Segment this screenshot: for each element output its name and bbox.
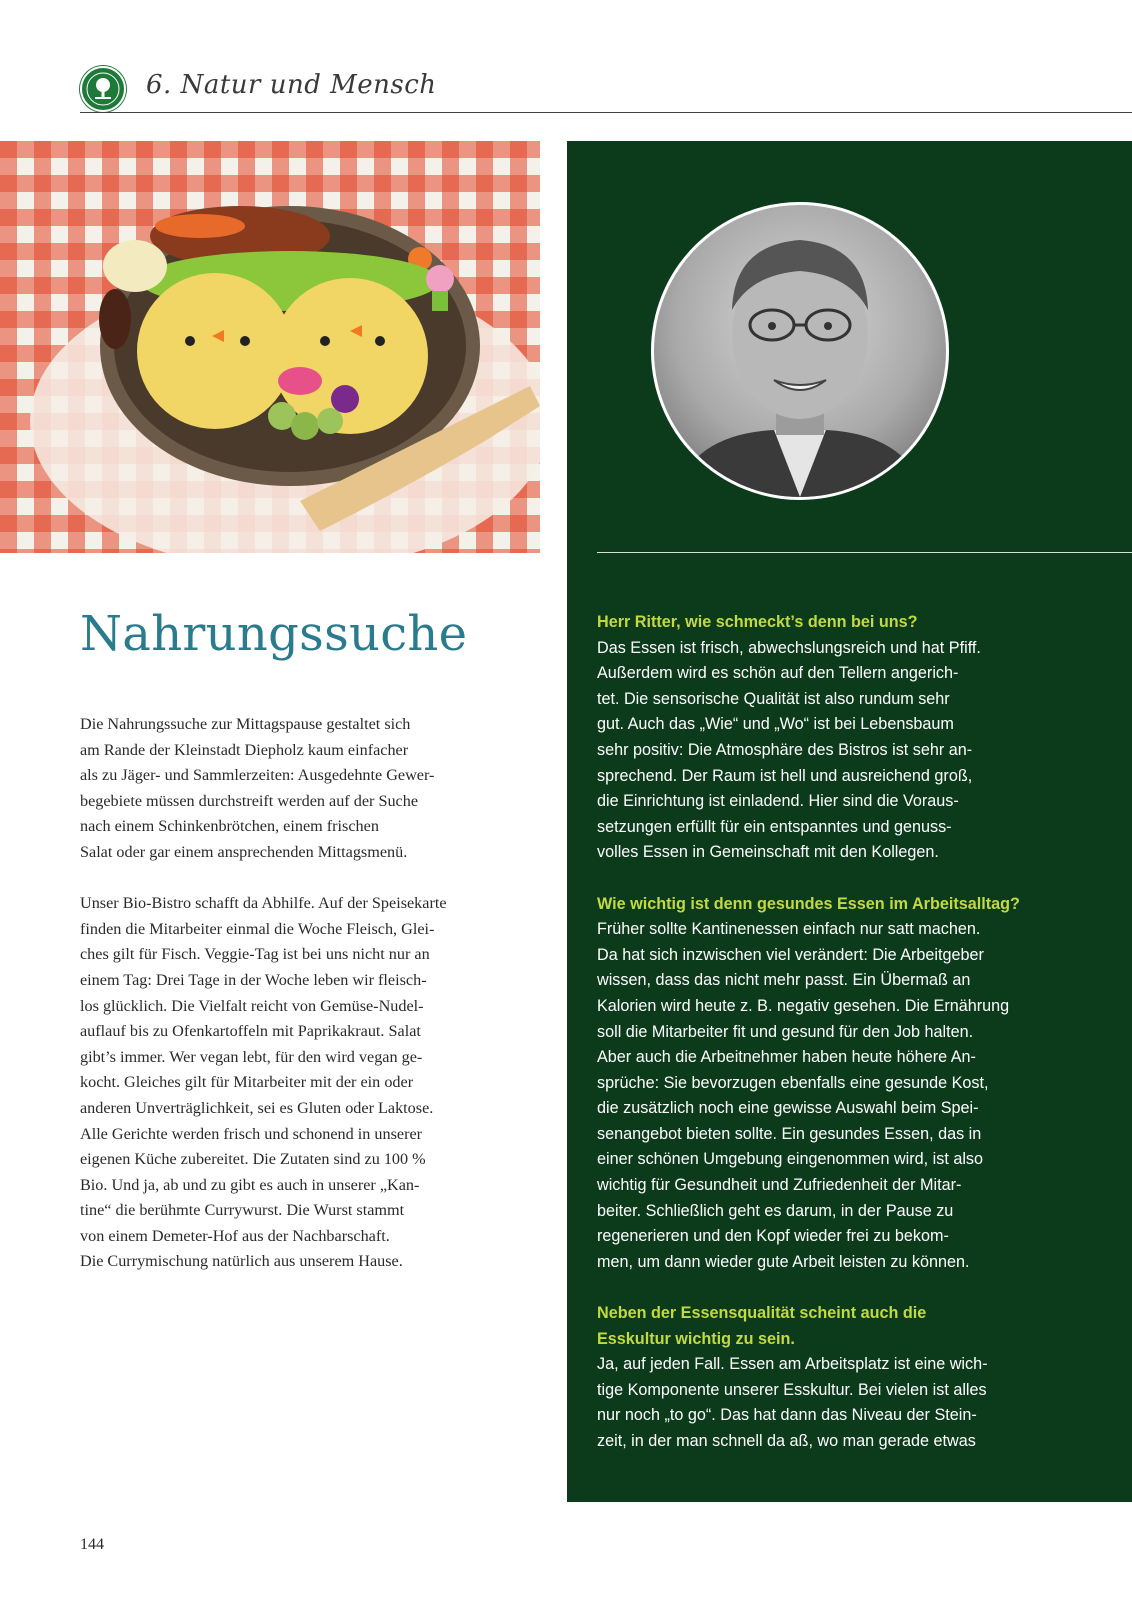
panel-divider: [597, 552, 1132, 553]
interviewee-portrait-photo: [651, 202, 949, 500]
lebensbaum-logo-icon: [80, 66, 126, 112]
article-title: Nahrungssuche: [80, 606, 468, 662]
interview-answer: Früher sollte Kantinenessen einfach nur satt machen. Da hat sich inzwischen viel verändert: Die Arbeitgeber wissen, dass das nicht mehr passt. Ein Übermaß an Kalorien wird heute z. B. negativ gesehen. Die Ernährung soll die Mitarbeiter fit und gesund für den Job halten. Aber auch die Arbeitnehmer haben heute höhere An- sprüche: Sie bevorzugen ebenfalls eine gesunde Kost, die zusätzlich noch eine gewisse Auswahl beim Spei- senangebot bieten sollte. Ein gesundes Essen, das in einer schönen Umgebung eingenommen wird, ist also wichtig für Gesundheit und Zufriedenheit der Mitar- beiter. Schließlich geht es darum, in der Pause zu regenerieren und den Kopf wieder frei zu bekom- men, um dann wieder gute Arbeit leisten zu können.: [597, 920, 1010, 1271]
interview-question: Herr Ritter, wie schmeckt’s denn bei uns?: [597, 613, 918, 631]
article-paragraph: Die Nahrungssuche zur Mittagspause gestaltet sich am Rande der Kleinstadt Diepholz kaum einfacher als zu Jäger- und Sammlerzeiten: Ausgedehnte Gewer- begebiete müssen durchstreift werden auf der Suche nach einem Schinkenbrötchen, einem frischen Salat oder gar einem ansprechenden Mittagsmenü.: [80, 715, 435, 861]
page-number: 144: [80, 1536, 104, 1553]
article-body: [80, 712, 520, 1301]
interview-question: Neben der Essensqualität scheint auch die Esskultur wichtig zu sein.: [597, 1304, 927, 1348]
interview-question: Wie wichtig ist denn gesundes Essen im Arbeitsalltag?: [597, 894, 1020, 913]
chapter-title: 6. Natur und Mensch: [146, 70, 437, 100]
interview-answer: Das Essen ist frisch, abwechslungsreich und hat Pfiff. Außerdem wird es schön auf den Tellern angerich- tet. Die sensorische Qualität ist also rundum sehr gut. Auch das „Wie“ und „Wo“ ist bei Lebensbaum sehr positiv: Die Atmosphäre des Bistros ist sehr an- sprechend. Der Raum ist hell und ausreichend groß, die Einrichtung ist einladend. Hier sind die Voraus- setzungen erfüllt für ein entspanntes und genuss- volles Essen in Gemeinschaft mit den Kollegen.: [597, 638, 981, 862]
article-paragraph: Unser Bio-Bistro schafft da Abhilfe. Auf der Speisekarte finden die Mitarbeiter einmal die Woche Fleisch, Glei- ches gilt für Fisch. Veggie-Tag ist bei uns nicht nur an einem Tag: Drei Tage in der Woche leben wir fleisch- los glücklich. Die Vielfalt reicht von Gemüse-Nudel- auflauf bis zu Ofenkartoffeln mit Paprikakraut. Salat gibt’s immer. Wer vegan lebt, für den wird vegan ge- kocht. Gleiches gilt für Mitarbeiter mit der ein oder anderen Unverträglichkeit, sei es Gluten oder Laktose. Alle Gerichte werden frisch und schonend in unserer eigenen Küche zubereitet. Die Zutaten sind zu 100 % Bio. Und ja, ab und zu gibt es auch in unserer „Kan- tine“ die berühmte Currywurst. Die Wurst stammt von einem Demeter-Hof aus der Nachbarschaft. Die Currymischung natürlich aus unserem Hause.: [80, 894, 447, 1271]
bento-lunchbox-photo: [0, 141, 540, 553]
header-divider: [80, 112, 1132, 113]
interview-text: [597, 610, 1047, 1480]
interview-answer: Ja, auf jeden Fall. Essen am Arbeitsplatz ist eine wich- tige Komponente unserer Esskultur. Bei vielen ist alles nur noch „to go“. Das hat dann das Niveau der Stein- zeit, in der man schnell da aß, wo man gerade etwas: [597, 1355, 988, 1450]
